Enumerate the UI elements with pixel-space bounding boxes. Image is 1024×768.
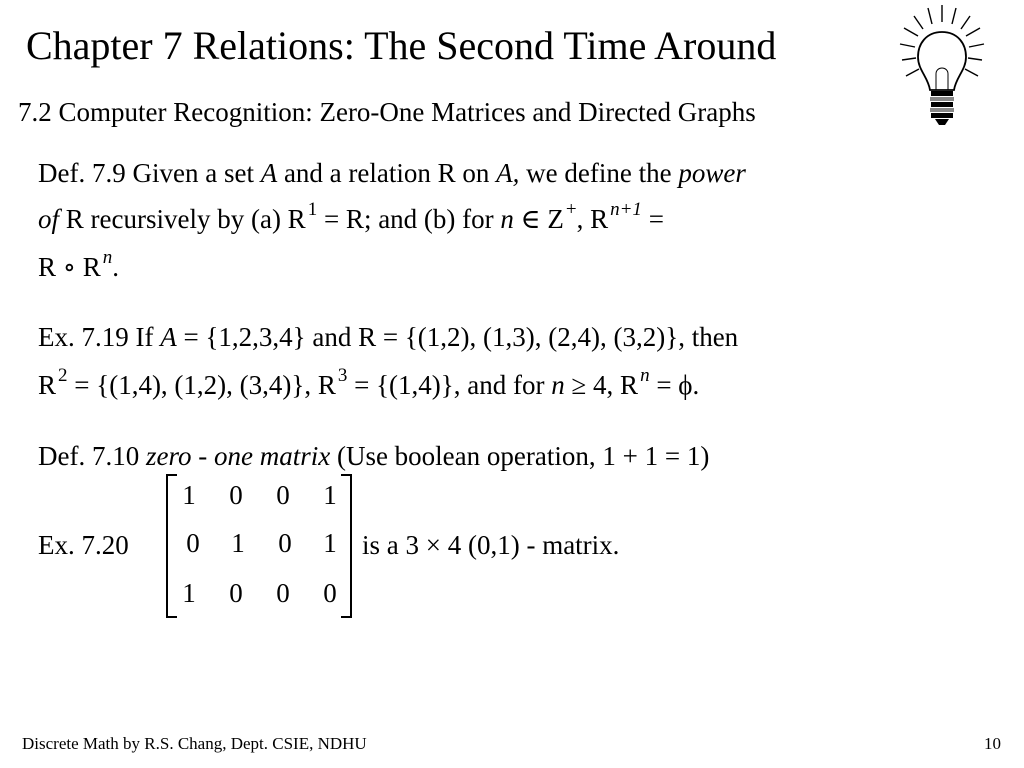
def-7-10-line: Def. 7.10 zero - one matrix (Use boolean operation, 1 + 1 = 1) — [38, 441, 710, 471]
ex-7-19-label: Ex. 7.19 — [38, 322, 129, 352]
zero-one-matrix-term: zero - one matrix — [145, 441, 331, 471]
matrix-cell: 0 — [229, 480, 243, 510]
ex-7-20-text: is a 3 × 4 (0,1) - matrix. — [362, 530, 620, 560]
matrix-cell: 1 — [182, 578, 196, 608]
matrix-cell: 0 — [276, 480, 290, 510]
zero-one-matrix — [166, 474, 352, 616]
matrix-cell: 0 — [276, 578, 290, 608]
def-7-9-line-2: of R recursively by (a) R $^1$ = R; and (b) for n ∈ Z +, R $^{n+1}$ = — [38, 199, 664, 234]
slide-title: Chapter 7 Relations: The Second Time Around — [26, 23, 777, 68]
matrix-cell: 1 — [323, 480, 337, 510]
matrix-cell: 1 — [182, 480, 196, 510]
matrix-cell: 0 — [186, 528, 200, 558]
def-7-9-label: Def. 7.9 — [38, 158, 126, 188]
footer-credit: Discrete Math by R.S. Chang, Dept. CSIE, NDHU — [22, 734, 367, 753]
matrix-cell: 1 — [323, 528, 337, 558]
matrix-cell: 0 — [323, 578, 337, 608]
lightbulb-icon — [898, 2, 986, 130]
slide-subtitle: 7.2 Computer Recognition: Zero-One Matrices and Directed Graphs — [18, 97, 756, 127]
page-number: 10 — [984, 734, 1001, 753]
ex-7-19-line-2: R $^2$ = {(1,4), (1,2), (3,4)}, R $^3$ = {(1,4)}, and for n ≥ 4, R $^n$ = ϕ. — [38, 365, 700, 400]
def-7-10-label: Def. 7.10 — [38, 441, 140, 471]
ex-7-19-line-1: Ex. 7.19 If A = {1,2,3,4} and R = {(1,2), (1,3), (2,4), (3,2)}, then — [38, 322, 739, 352]
def-7-9-line-1: Def. 7.9 Given a set A and a relation R on A, we define the power — [38, 158, 746, 188]
matrix-cell: 0 — [278, 528, 292, 558]
ex-7-20-label: Ex. 7.20 — [38, 530, 129, 560]
def-7-9-line-3: R ∘ R $^n$. — [38, 247, 120, 282]
matrix-cell: 0 — [229, 578, 243, 608]
matrix-cell: 1 — [231, 528, 245, 558]
